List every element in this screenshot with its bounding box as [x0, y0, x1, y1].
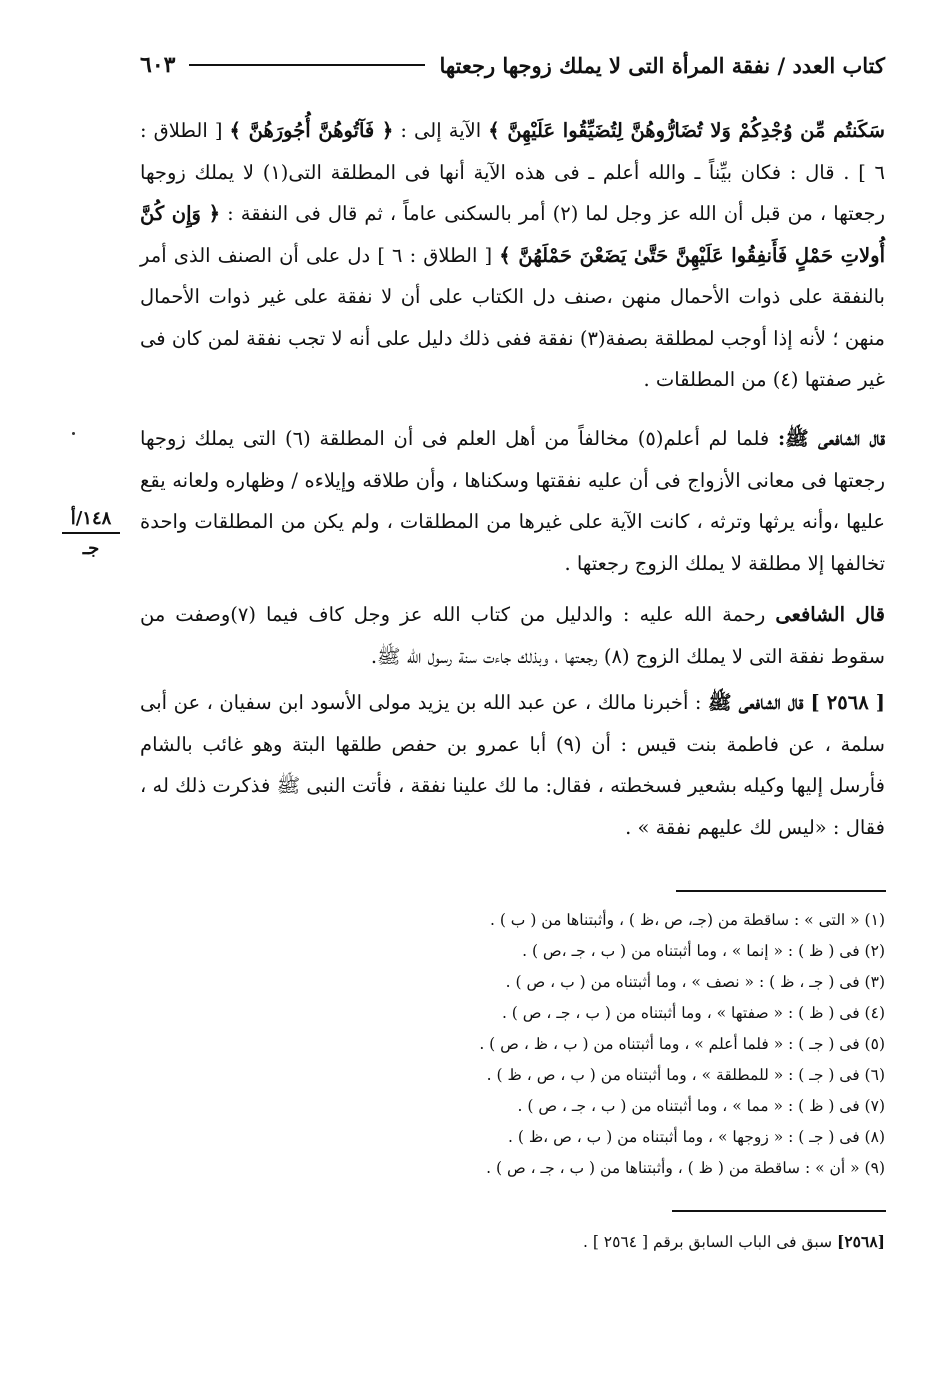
body-text: : أخبرنا مالك ، عن عبد الله بن يزيد مولى الأسود ابن سفيان ، عن أبى سلمة ، عن فاطمة بنت قيس : أن (٩) أبا عمرو بن حفص طلقها البتة وهو غائب بالشام فأرسل إليها وكيله بشعير فسخطته ، فقال: ما لك علينا نفقة ، فأتت النبى ﷺ فذكرت ذلك له ، فقال : «ليس لك عليهم نفقة » .: [140, 691, 886, 839]
hadith-2568: [140, 682, 885, 848]
header-rule: [189, 64, 425, 66]
paragraph-shafii-2: [140, 594, 885, 677]
folio-number: ١٤٨/أ: [62, 508, 120, 534]
quran-quote: سَكَنتُم مِّن وُجْدِكُمْ وَلا تُضَارُّوهُنَّ لِتُضَيِّقُوا عَلَيْهِنَّ ﴾: [488, 119, 885, 142]
footnote: (٣) فى ( جـ ، ظ ) : « نصف » ، وما أثبتناه من ( ب ، ص ) .: [505, 973, 885, 991]
footnote: (٧) فى ( ظ ) : « مما » ، وما أثبتناه من ( ب ، جـ ، ص ) .: [517, 1097, 885, 1115]
body-text: [ الطلاق : ٦ ] دل على أن الصنف الذى أمر بالنفقة على ذوات الأحمال منهن ،صنف دل الكتاب على أن لا نفقة على غير ذوات الأحمال منهن ؛ لأنه إذا أوجب لمطلقة بصفة(٣) نفقة ففى ذلك دليل على أنه لا تجب نفقة لمن كان فى غير صفتها (٤) من المطلقات .: [140, 243, 885, 391]
margin-dot: [72, 432, 75, 435]
footnote: (١) « التى » : ساقطة من (جـ، ص ،ظ ) ، وأثبتناها من ( ب ) .: [489, 911, 885, 929]
ref-number: [٢٥٦٨]: [837, 1232, 885, 1251]
hadith-number-lead: [ ٢٥٦٨ ] قال الشافعى ﷺ: [707, 691, 886, 714]
footnote: (٦) فى ( جـ ) : « للمطلقة » ، وما أثبتناه من ( ب ، ص ، ظ ) .: [486, 1066, 885, 1084]
manuscript-folio-ref: [62, 508, 120, 560]
footnote: (٥) فى ( جـ ) : « فلما أعلم » ، وما أثبتناه من ( ب ، ظ ، ص ) .: [479, 1035, 885, 1053]
body-text: فلما لم أعلم(٥) مخالفاً من أهل العلم فى أن المطلقة (٦) التى يملك زوجها رجعتها فى معانى الأزواج فى أن عليه نفقتها وسكناها ، وأن طلاقه وإيلاءه / وظهاره ولعانه يقع عليها ،وأنه يرثها وترثه ، كانت الآية على غيرها من المطلقات ، ولم يكن من المطلقات واحدة تخالفها إلا مطلقة لا يملك الزوج رجعتها .: [140, 427, 885, 575]
speaker-lead: قال الشافعى ﷺ:: [777, 427, 885, 450]
footnote: (٢) فى ( ظ ) : « إنما » ، وما أثبتناه من ( ب ، جـ ،ص ) .: [522, 942, 885, 960]
footnote-separator: [676, 890, 886, 892]
paragraph-quran-commentary: [140, 110, 885, 401]
speaker-lead: قال الشافعى: [775, 603, 885, 626]
paragraph-shafii-1: [140, 418, 885, 584]
folio-letter: جـ: [82, 538, 100, 559]
hadith-reference-note: [300, 1227, 885, 1257]
ref-text: سبق فى الباب السابق برقم [ ٢٥٦٤ ] .: [582, 1233, 837, 1251]
page-number: ٦٠٣: [140, 52, 176, 78]
body-text: [ الطلاق : ٦ ] . قال : فكان بيِّناً ـ والله أعلم ـ فى هذه الآية أنها فى المطلقة التى(١) لا يملك زوجها رجعتها ، من قبل أن الله عز وجل لما (٢) أمر بالسكنى عاماً ، ثم قال فى النفقة :: [140, 119, 886, 225]
chapter-title: كتاب العدد / نفقة المرأة التى لا يملك زوجها رجعتها: [439, 52, 885, 78]
footnotes: [300, 905, 885, 1184]
body-text: الآية إلى :: [393, 119, 489, 142]
quran-quote: ﴿ وَإِن كُنَّ أُولاتِ حَمْلٍ فَأَنفِقُوا عَلَيْهِنَّ حَتَّىٰ يَضَعْنَ حَمْلَهُنَّ ﴾: [140, 202, 885, 267]
body-text: رحمة الله عليه : والدليل من كتاب الله عز وجل كاف فيما (٧)وصفت من سقوط نفقة التى لا يملك الزوج (٨) رجعتها ، وبذلك جاءت سنة رسول الله ﷺ.: [140, 603, 885, 668]
footnote: (٤) فى ( ظ ) : « صفتها » ، وما أثبتناه من ( ب ، جـ ، ص ) .: [501, 1004, 885, 1022]
footnote: (٩) « أن » : ساقطة من ( ظ ) ، وأثبتناها من ( ب ، جـ ، ص ) .: [486, 1159, 885, 1177]
running-header: [140, 50, 885, 80]
reference-separator: [672, 1210, 886, 1212]
quran-quote: ﴿ فَآتُوهُنَّ أُجُورَهُنَّ ﴾: [229, 119, 394, 142]
footnote: (٨) فى ( جـ ) : « زوجها » ، وما أثبتناه من ( ب ، ص ،ظ ) .: [507, 1128, 885, 1146]
